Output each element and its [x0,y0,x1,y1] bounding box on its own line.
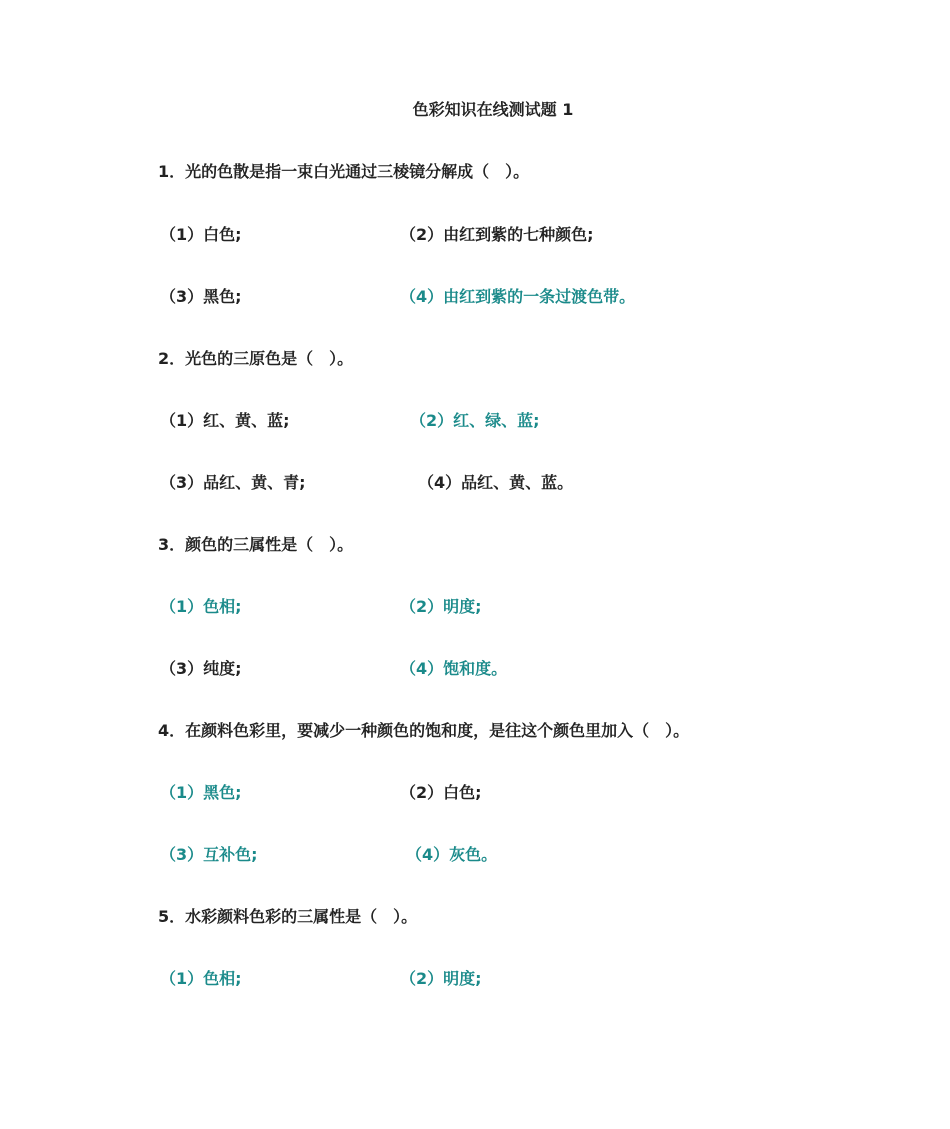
question-2-option-4: （4）品红、黄、蓝。 [418,473,574,492]
question-3-stem: 3．颜色的三属性是（ ）。 [158,535,354,554]
question-2-option-1: （1）红、黄、蓝; [160,411,290,430]
question-3-option-3: （3）纯度; [160,659,242,678]
question-4-stem: 4．在颜料色彩里，要减少一种颜色的饱和度，是往这个颜色里加入（ ）。 [158,721,690,740]
question-3-option-4: （4）饱和度。 [400,659,508,678]
question-5-stem: 5．水彩颜料色彩的三属性是（ ）。 [158,907,418,926]
question-1-option-1: （1）白色; [160,225,242,244]
question-4-option-2: （2）白色; [400,783,482,802]
question-3-option-1: （1）色相; [160,597,242,616]
question-2-option-2: （2）红、绿、蓝; [410,411,540,430]
question-5-option-1: （1）色相; [160,969,242,988]
question-5-option-2: （2）明度; [400,969,482,988]
question-1-stem: 1．光的色散是指一束白光通过三棱镜分解成（ ）。 [158,162,530,181]
question-4-option-1: （1）黑色; [160,783,242,802]
question-2-option-3: （3）品红、黄、青; [160,473,306,492]
page-title: 色彩知识在线测试题 1 [412,100,574,119]
question-4-option-4: （4）灰色。 [406,845,498,864]
question-1-option-4: （4）由红到紫的一条过渡色带。 [400,287,636,306]
question-3-option-2: （2）明度; [400,597,482,616]
question-1-option-2: （2）由红到紫的七种颜色; [400,225,594,244]
question-1-option-3: （3）黑色; [160,287,242,306]
question-2-stem: 2．光色的三原色是（ ）。 [158,349,354,368]
question-4-option-3: （3）互补色; [160,845,258,864]
